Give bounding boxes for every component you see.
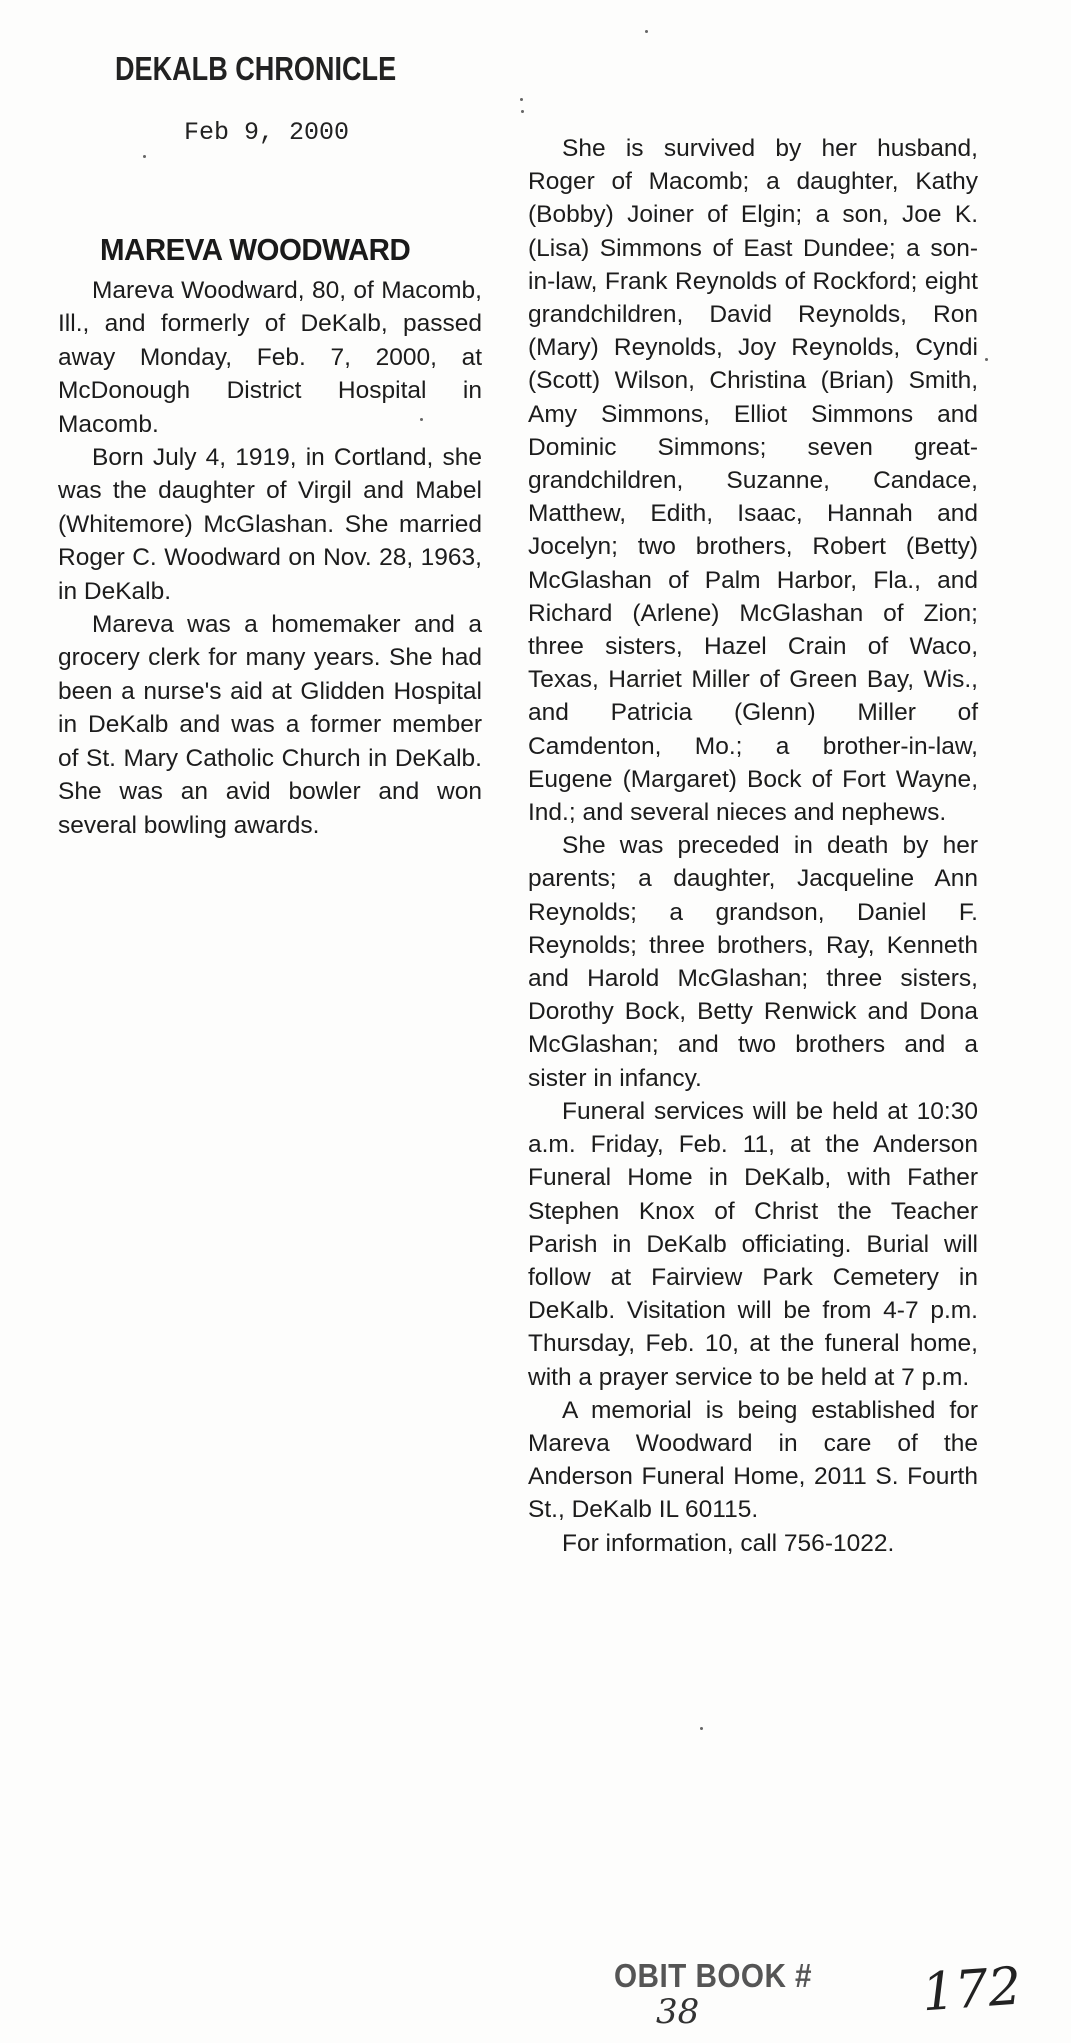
newspaper-masthead: DEKALB CHRONICLE [115,50,397,87]
paragraph-contact-info: For information, call 756-1022. [562,1529,895,1557]
scan-speck [420,418,423,421]
obituary-headline: MAREVA WOODWARD [100,232,411,267]
paragraph-death-notice: Mareva Woodward, 80, of Macomb, Ill., and formerly of DeKalb, passed away Monday, Feb. 7, 2000, at McDonough District Hospital in Macomb. [58,277,482,438]
right-column [528,132,978,1560]
paragraph-memorial: A memorial is being established for Mareva Woodward in care of the Anderson Funeral Home, 2011 S. Fourth St., DeKalb IL 60115. [528,1396,978,1524]
scan-speck [700,1727,703,1730]
obit-book-stamp: OBIT BOOK # [614,1957,813,1994]
scan-speck [521,110,524,113]
publication-date: Feb 9, 2000 [184,118,350,147]
left-column [58,232,482,842]
scan-speck [520,98,523,101]
paragraph-life-work: Mareva was a homemaker and a grocery clerk for many years. She had been a nurse's aid at Glidden Hospital in DeKalb and was a former member of St. Mary Catholic Church in DeKalb. She was an avid bowler and won several bowling awards. [58,611,482,839]
paragraph-birth-marriage: Born July 4, 1919, in Cortland, she was the daughter of Virgil and Mabel (Whitemore) McGlashan. She married Roger C. Woodward on Nov. 28, 1963, in DeKalb. [58,444,482,605]
paragraph-funeral-services: Funeral services will be held at 10:30 a.m. Friday, Feb. 11, at the Anderson Funeral Home in DeKalb, with Father Stephen Knox of Christ the Teacher Parish in DeKalb officiating. Burial will follow at Fairview Park Cemetery in DeKalb. Visitation will be from 4-7 p.m. Thursday, Feb. 10, at the funeral home, with a prayer service to be held at 7 p.m. [528,1097,978,1391]
scan-speck [645,30,648,33]
scan-speck [143,155,146,158]
handwritten-page-number: 172 [920,1956,1024,2024]
paragraph-preceded-in-death: She was preceded in death by her parents; a daughter, Jacqueline Ann Reynolds; a grandson, Daniel F. Reynolds; three brothers, Ray, Kenneth and Harold McGlashan; three sisters, Dorothy Bock, Betty Renwick and Dona McGlashan; and two brothers and a sister in infancy. [528,832,978,1092]
obit-book-number: 38 [656,1992,700,2032]
scan-speck [985,358,988,361]
paragraph-survivors: She is survived by her husband, Roger of Macomb; a daughter, Kathy (Bobby) Joiner of Elgin; a son, Joe K. (Lisa) Simmons of East Dundee; a son-in-law, Frank Reynolds of Rockford; eight grandchildren, David Reynolds, Ron (Mary) Reynolds, Joy Reynolds, Cyndi (Scott) Wilson, Christina (Brian) Smith, Amy Simmons, Elliot Simmons and Dominic Simmons; seven great-grandchildren, Suzanne, Candace, Matthew, Edith, Isaac, Hannah and Jocelyn; two brothers, Robert (Betty) McGlashan of Palm Harbor, Fla., and Richard (Arlene) McGlashan of Zion; three sisters, Hazel Crain of Waco, Texas, Harriet Miller of Green Bay, Wis., and Patricia (Glenn) Miller of Camdenton, Mo.; a brother-in-law, Eugene (Margaret) Bock of Fort Wayne, Ind.; and several nieces and nephews. [528,135,978,827]
